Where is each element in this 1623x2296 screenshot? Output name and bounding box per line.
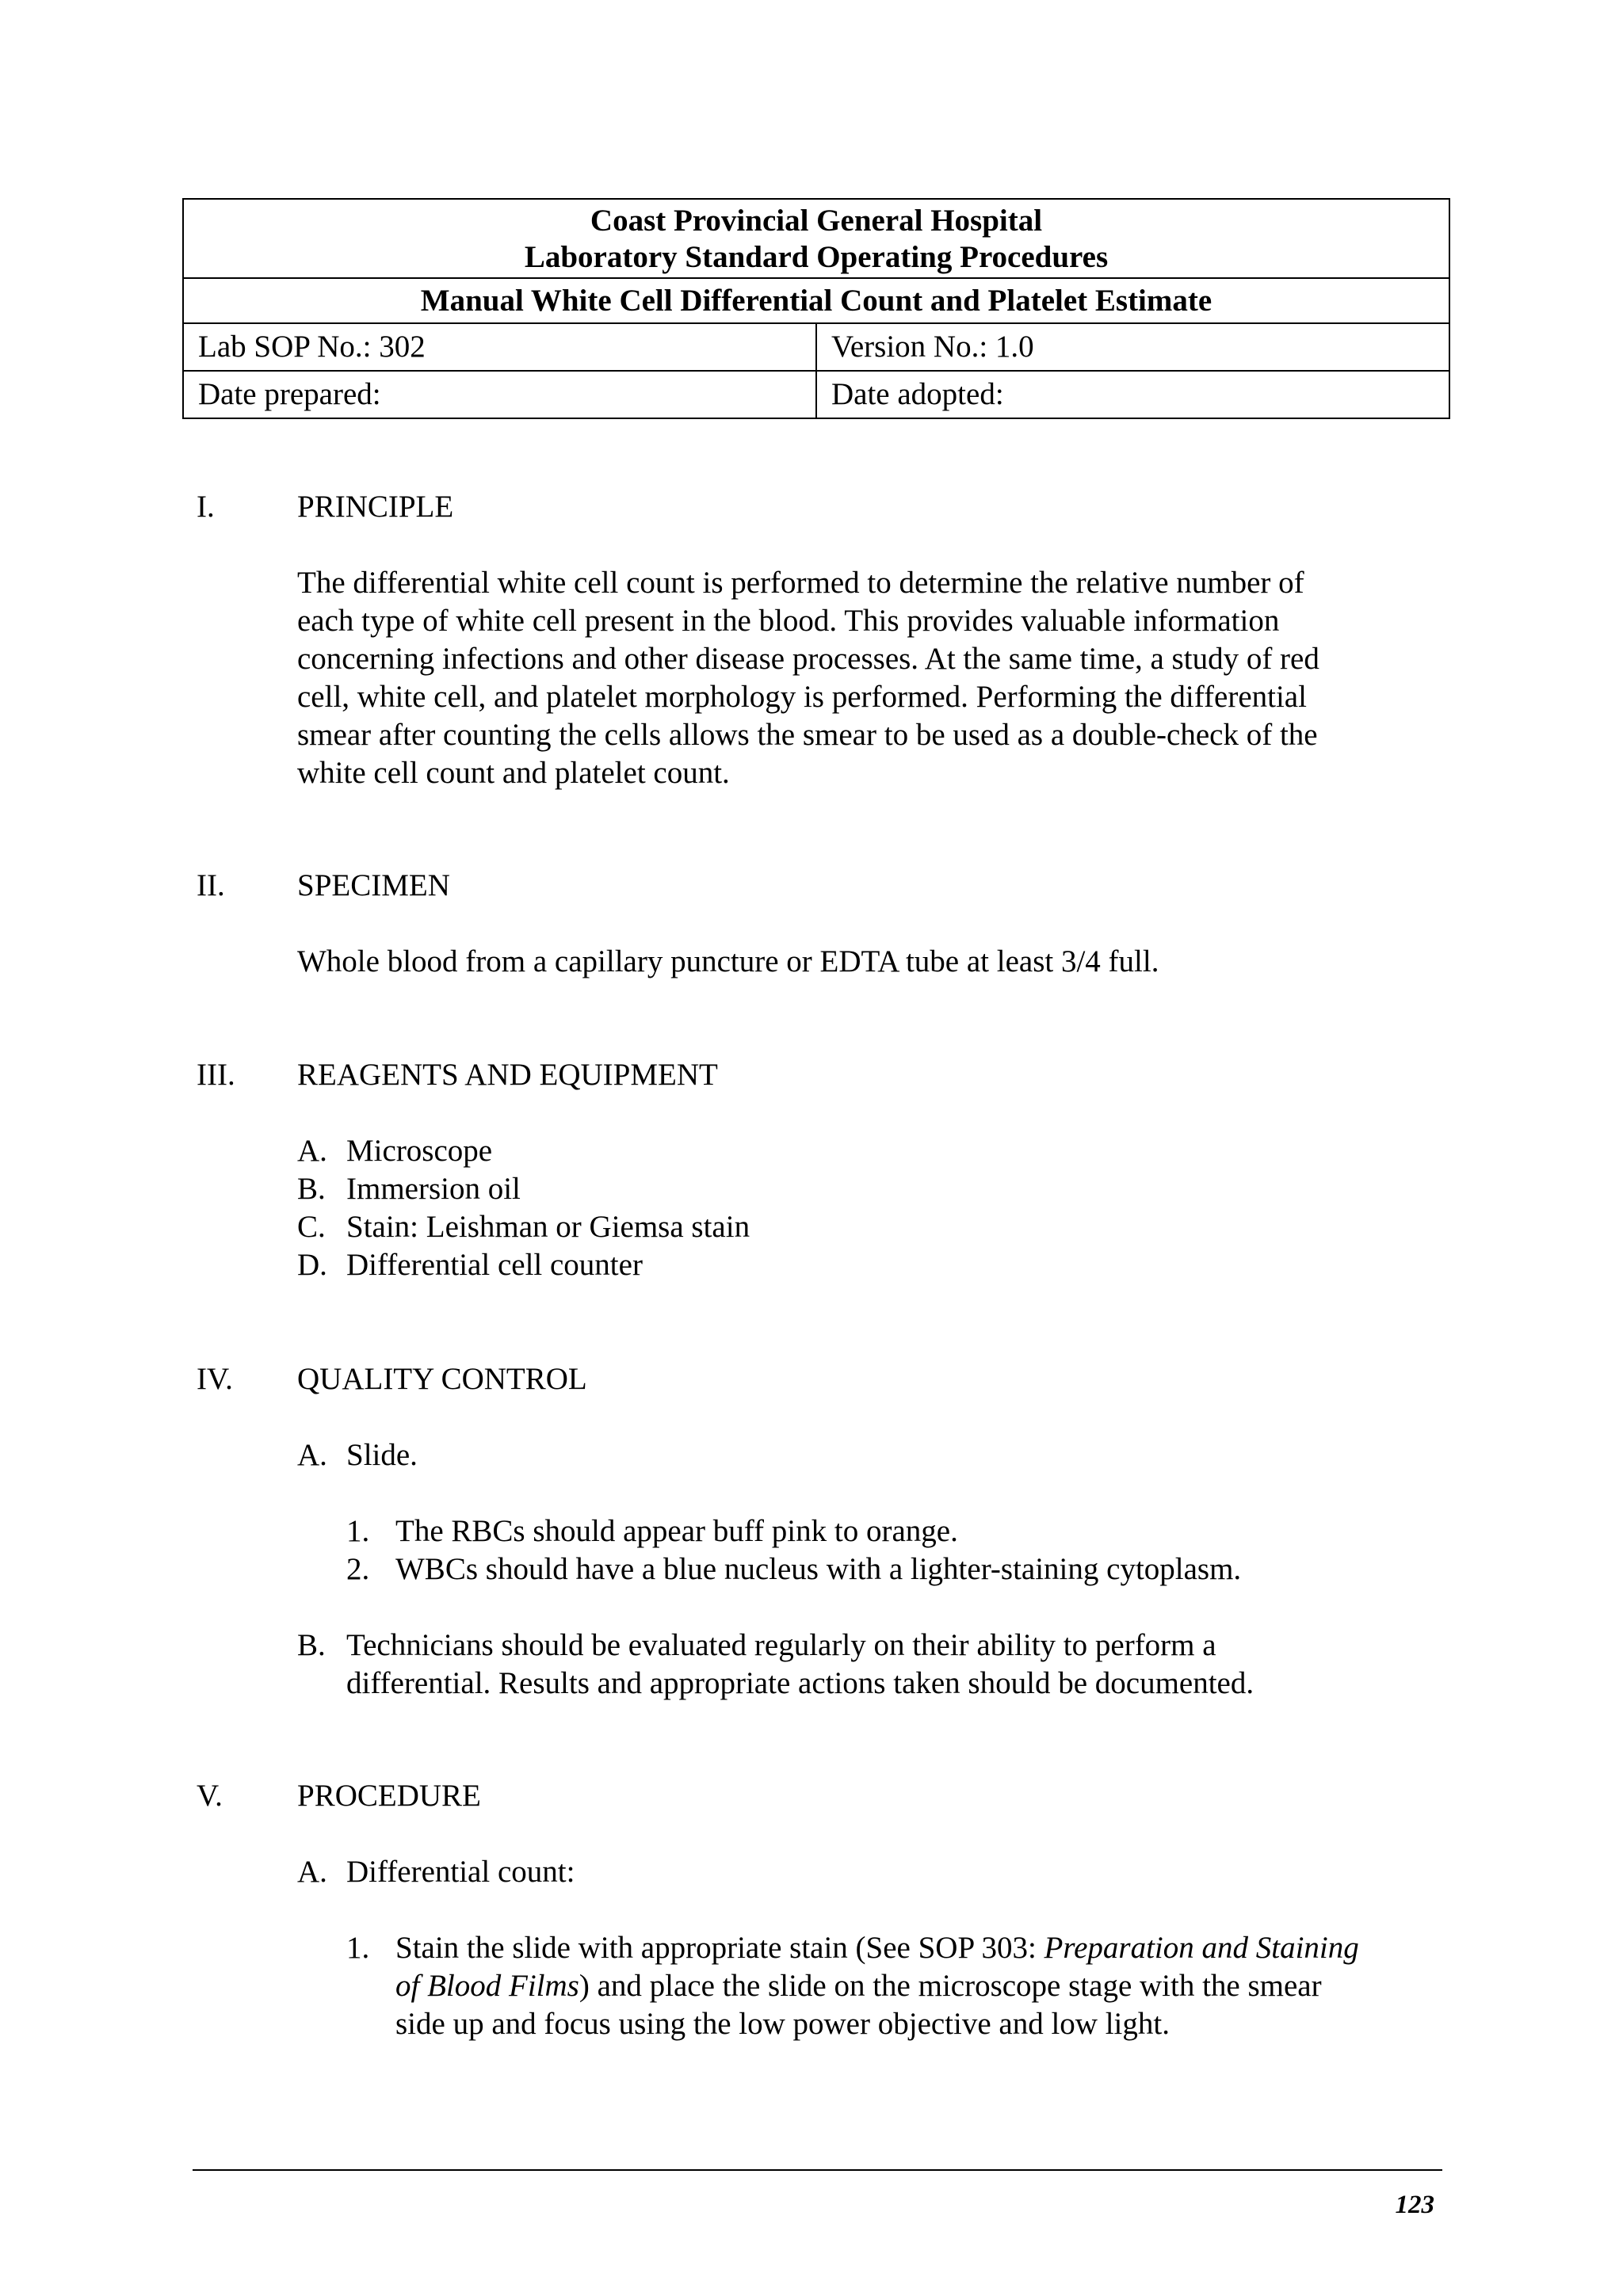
list-label: D. (297, 1248, 327, 1282)
text-line: Technicians should be evaluated regularly on their ability to perform a (346, 1628, 1216, 1662)
list-text: Microscope (346, 1134, 493, 1168)
procedure-title: Manual White Cell Differential Count and Platelet Estimate (183, 278, 1449, 323)
section-number: III. (197, 1058, 235, 1092)
list-text: Differential count: (346, 1855, 575, 1889)
sublist-text: WBCs should have a blue nucleus with a lighter-staining cytoplasm. (395, 1552, 1242, 1586)
sublist-label: 2. (346, 1552, 370, 1586)
text-line: differential. Results and appropriate actions taken should be documented. (346, 1666, 1254, 1700)
section-heading: PROCEDURE (297, 1779, 481, 1813)
list-label: B. (297, 1172, 326, 1206)
version-number: Version No.: 1.0 (816, 323, 1449, 371)
paragraph-line: white cell count and platelet count. (297, 756, 730, 790)
section-reagents (197, 1056, 1433, 1294)
section-heading: REAGENTS AND EQUIPMENT (297, 1058, 718, 1092)
paragraph-line: cell, white cell, and platelet morphology is performed. Performing the differential (297, 680, 1307, 714)
footer-rule (193, 2169, 1442, 2171)
principle-paragraph (297, 564, 1430, 792)
list-text: Immersion oil (346, 1172, 521, 1206)
paragraph-line: concerning infections and other disease processes. At the same time, a study of red (297, 642, 1319, 676)
sublist-label: 1. (346, 1931, 370, 1965)
paragraph-line: each type of white cell present in the blood. This provides valuable information (297, 604, 1280, 638)
list-label: A. (297, 1134, 327, 1168)
sop-header-table (182, 198, 1450, 419)
section-heading: QUALITY CONTROL (297, 1362, 587, 1396)
paragraph-line: The differential white cell count is performed to determine the relative number of (297, 566, 1304, 600)
specimen-text: Whole blood from a capillary puncture or EDTA tube at least 3/4 full. (297, 944, 1159, 978)
date-prepared: Date prepared: (183, 371, 816, 418)
reference-title: of Blood Films (395, 1969, 579, 2003)
section-number: II. (197, 868, 225, 902)
reference-title: Preparation and Staining (1044, 1931, 1359, 1965)
header-title-cell (183, 199, 1449, 278)
section-procedure (197, 1777, 1433, 2046)
section-heading: SPECIMEN (297, 868, 450, 902)
date-adopted: Date adopted: (816, 371, 1449, 418)
section-principle (197, 488, 1433, 805)
paragraph-line: smear after counting the cells allows the smear to be used as a double-check of the (297, 718, 1318, 752)
section-specimen (197, 867, 1433, 986)
section-number: I. (197, 490, 215, 524)
section-number: IV. (197, 1362, 233, 1396)
list-label: A. (297, 1438, 327, 1472)
section-quality-control (197, 1360, 1433, 1717)
list-label: A. (297, 1855, 327, 1889)
sublist-label: 1. (346, 1514, 370, 1548)
list-text (346, 1627, 1416, 1703)
section-number: V. (197, 1779, 223, 1813)
sublist-text: The RBCs should appear buff pink to orange. (395, 1514, 958, 1548)
list-label: B. (297, 1628, 326, 1662)
page-number: 123 (1395, 2191, 1434, 2219)
text-run: Stain the slide with appropriate stain (See SOP 303: (395, 1931, 1044, 1965)
list-text: Slide. (346, 1438, 418, 1472)
list-text: Stain: Leishman or Giemsa stain (346, 1210, 750, 1244)
document-subtitle: Laboratory Standard Operating Procedures (524, 240, 1109, 274)
text-line (395, 1967, 1434, 2005)
list-label: C. (297, 1210, 326, 1244)
list-text: Differential cell counter (346, 1248, 643, 1282)
text-line (395, 1929, 1434, 1967)
sublist-text (395, 1929, 1434, 2043)
text-run: ) and place the slide on the microscope stage with the smear (579, 1969, 1322, 2003)
text-line: side up and focus using the low power objective and low light. (395, 2007, 1170, 2041)
section-heading: PRINCIPLE (297, 490, 454, 524)
sop-number: Lab SOP No.: 302 (183, 323, 816, 371)
institution-name: Coast Provincial General Hospital (590, 204, 1043, 238)
